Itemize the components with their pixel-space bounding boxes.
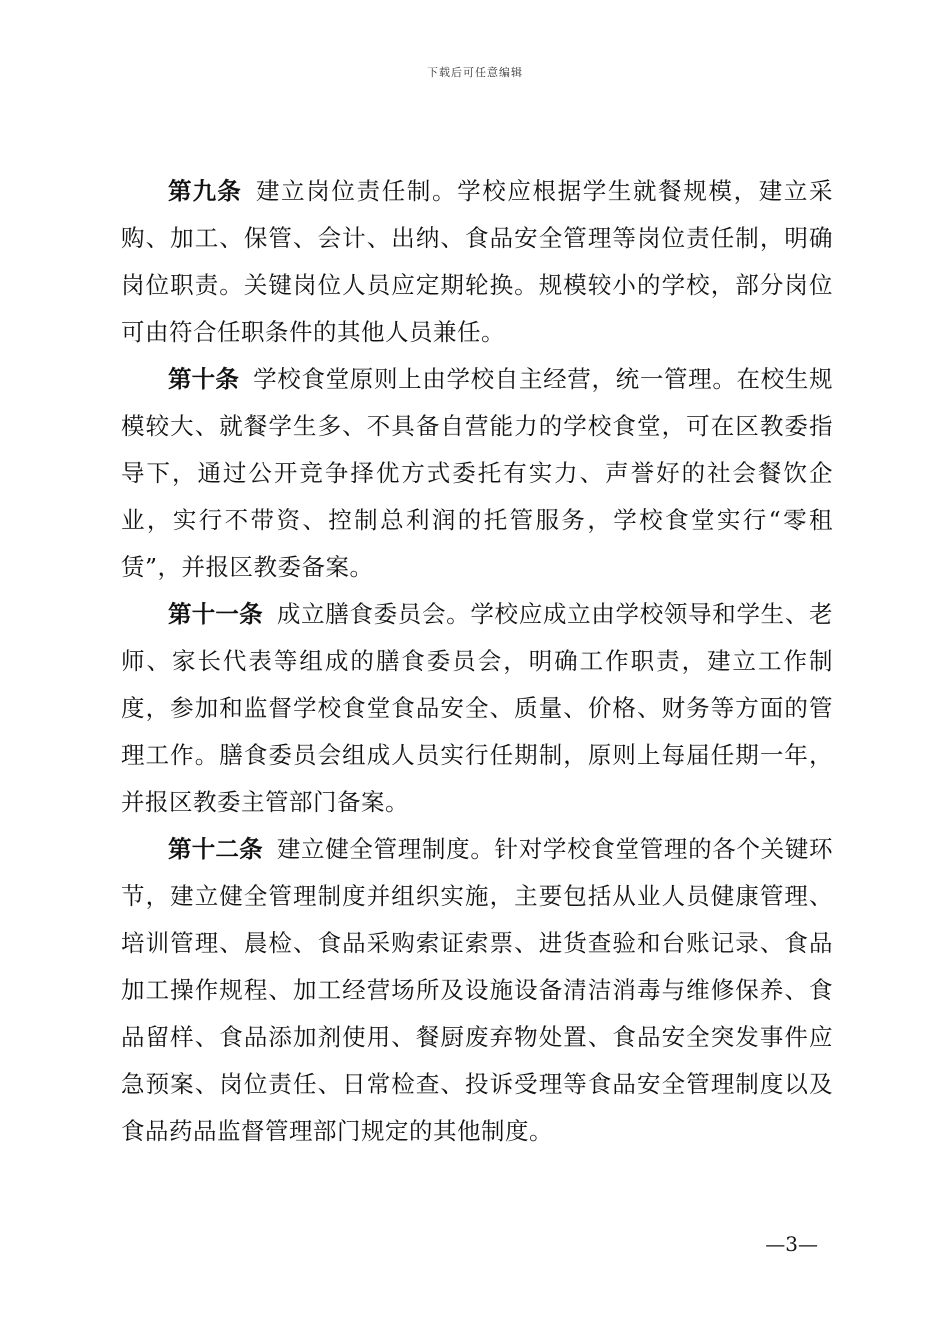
article-body: 建立岗位责任制。学校应根据学生就餐规模，建立采购、加工、保管、会计、出纳、食品安全管理等岗位责任制，明确岗位职责。关键岗位人员应定期轮换。规模较小的学校，部分岗位可由符合任职条件的其他人员兼任。 bbox=[121, 177, 834, 346]
article-11 bbox=[121, 591, 833, 826]
article-title: 第十二条 bbox=[168, 835, 263, 863]
document-body bbox=[121, 168, 833, 1155]
article-body: 成立膳食委员会。学校应成立由学校领导和学生、老师、家长代表等组成的膳食委员会，明确工作职责，建立工作制度，参加和监督学校食堂食品安全、质量、价格、财务等方面的管理工作。膳食委员会组成人员实行任期制，原则上每届任期一年，并报区教委主管部门备案。 bbox=[121, 600, 834, 816]
article-body: 学校食堂原则上由学校自主经营，统一管理。在校生规模较大、就餐学生多、不具备自营能力的学校食堂，可在区教委指导下，通过公开竞争择优方式委托有实力、声誉好的社会餐饮企业，实行不带资、控制总利润的托管服务，学校食堂实行“零租赁”，并报区教委备案。 bbox=[121, 365, 834, 581]
article-title: 第九条 bbox=[168, 177, 242, 205]
article-title: 第十一条 bbox=[168, 600, 263, 628]
article-body: 建立健全管理制度。针对学校食堂管理的各个关键环节，建立健全管理制度并组织实施，主要包括从业人员健康管理、培训管理、晨检、食品采购索证索票、进货查验和台账记录、食品加工操作规程、加工经营场所及设施设备清洁消毒与维修保养、食品留样、食品添加剂使用、餐厨废弃物处置、食品安全突发事件应急预案、岗位责任、日常检查、投诉受理等食品安全管理制度以及食品药品监督管理部门规定的其他制度。 bbox=[121, 835, 834, 1145]
header-note: 下载后可任意编辑 bbox=[427, 66, 523, 79]
article-12 bbox=[121, 826, 833, 1155]
page-number: —3— bbox=[765, 1232, 818, 1256]
article-10 bbox=[121, 356, 833, 591]
article-title: 第十条 bbox=[168, 365, 240, 393]
article-9 bbox=[121, 168, 833, 356]
